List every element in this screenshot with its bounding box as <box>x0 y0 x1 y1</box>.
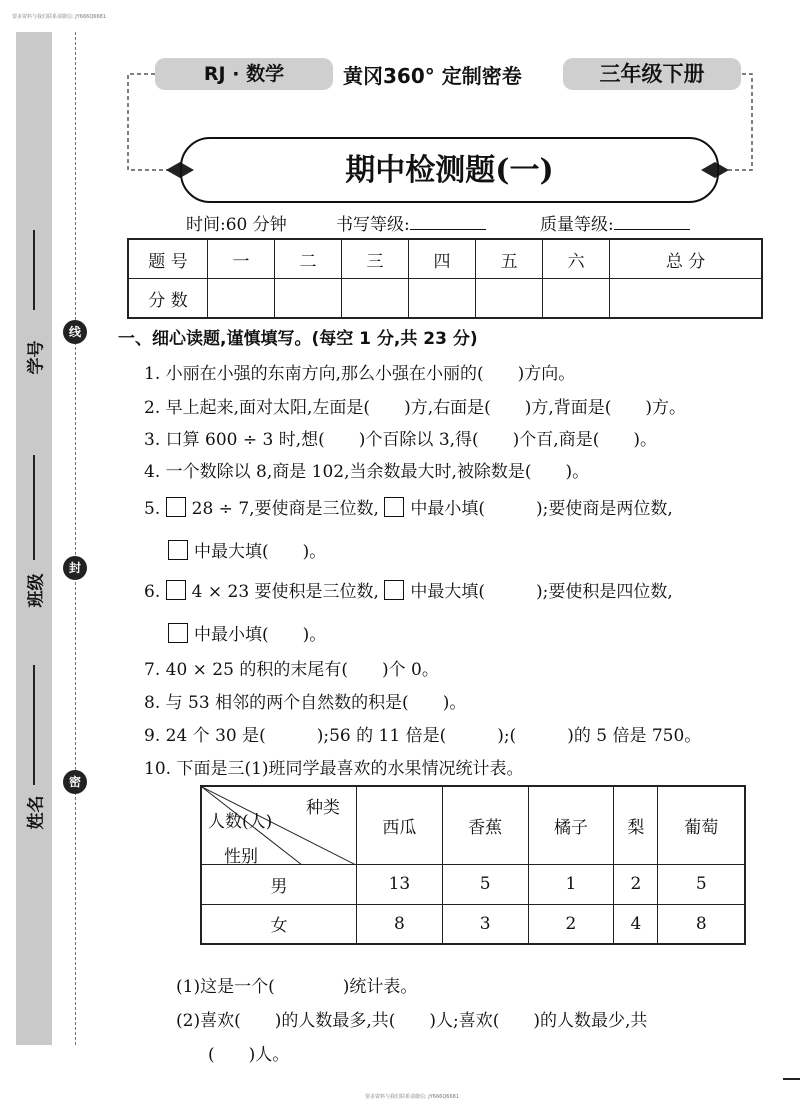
student-id-label: 学号 <box>26 340 47 375</box>
score-table <box>127 238 763 319</box>
watermark-bottom: 要多资料与我们联系请微信: JY666Q6681 <box>365 1094 460 1100</box>
brand-title: 黄冈360° 定制密卷 <box>343 64 522 88</box>
table-cell: 1 <box>528 864 614 904</box>
grade-tag: 三年级下册 <box>563 58 741 90</box>
question-5 <box>144 494 673 519</box>
question-8: 8. 与 53 相邻的两个自然数的积是( )。 <box>144 693 467 713</box>
row-label: 女 <box>201 904 357 944</box>
question-7: 7. 40 × 25 的积的末尾有( )个 0。 <box>144 660 439 680</box>
question-6 <box>144 577 673 602</box>
answer-box[interactable] <box>384 497 404 517</box>
table-cell: 4 <box>614 904 658 944</box>
q6-number: 6. <box>144 582 161 602</box>
seal-line-char: 线 <box>63 320 87 344</box>
class-label: 班级 <box>26 573 47 608</box>
writing-grade <box>336 210 486 235</box>
row-label: 男 <box>201 864 357 904</box>
fruit-col-header: 香蕉 <box>442 786 528 864</box>
score-cell[interactable] <box>409 279 476 319</box>
answer-box[interactable] <box>168 623 188 643</box>
q10-part-2: (2)喜欢( )的人数最多,共( )人;喜欢( )的人数最少,共 <box>176 1011 648 1031</box>
score-header-cell: 总 分 <box>610 239 762 279</box>
question-6-cont <box>168 620 326 645</box>
table-cell: 8 <box>357 904 443 944</box>
section-heading: 一、细心读题,谨慎填写。(每空 1 分,共 23 分) <box>118 329 478 349</box>
corner-bottom-label: 性别 <box>224 847 258 867</box>
q6-text-b: 中最大填( );要使积是四位数, <box>410 582 673 602</box>
question-5-cont <box>168 537 326 562</box>
score-cell[interactable] <box>610 279 762 319</box>
question-3: 3. 口算 600 ÷ 3 时,想( )个百除以 3,得( )个百,商是( )。 <box>144 430 657 450</box>
score-cell[interactable] <box>342 279 409 319</box>
fruit-col-header: 葡萄 <box>658 786 745 864</box>
score-cell[interactable] <box>476 279 543 319</box>
fruit-col-header: 梨 <box>614 786 658 864</box>
score-value-row <box>128 279 762 319</box>
score-header-cell: 三 <box>342 239 409 279</box>
score-header-cell: 题 号 <box>128 239 208 279</box>
table-row <box>201 904 745 944</box>
q5-text-a: 28 ÷ 7,要使商是三位数, <box>191 499 379 519</box>
table-cell: 2 <box>614 864 658 904</box>
question-4: 4. 一个数除以 8,商是 102,当余数最大时,被除数是( )。 <box>144 462 590 482</box>
score-cell[interactable] <box>275 279 342 319</box>
fruit-corner-cell <box>201 786 357 867</box>
table-cell: 2 <box>528 904 614 944</box>
writing-grade-blank[interactable] <box>410 213 486 230</box>
question-1: 1. 小丽在小强的东南方向,那么小强在小丽的( )方向。 <box>144 364 576 384</box>
table-cell: 3 <box>442 904 528 944</box>
name-line <box>33 665 35 785</box>
q10-part-1: (1)这是一个( )统计表。 <box>176 977 418 997</box>
score-header-cell: 五 <box>476 239 543 279</box>
corner-top-label: 种类 <box>306 798 340 818</box>
fruit-col-header: 西瓜 <box>357 786 443 864</box>
fruit-header-row <box>201 786 745 864</box>
fruit-col-header: 橘子 <box>528 786 614 864</box>
seal-secret-char: 密 <box>63 770 87 794</box>
score-cell[interactable] <box>543 279 610 319</box>
watermark-top: 要多资料与我们联系请微信: JY666Q6681 <box>12 14 107 20</box>
table-cell: 13 <box>357 864 443 904</box>
quality-grade-label: 质量等级: <box>540 215 614 235</box>
question-10: 10. 下面是三(1)班同学最喜欢的水果情况统计表。 <box>144 759 524 779</box>
q5-number: 5. <box>144 499 161 519</box>
seal-seal-char: 封 <box>63 556 87 580</box>
table-cell: 5 <box>442 864 528 904</box>
score-row-label: 分 数 <box>128 279 208 319</box>
score-header-cell: 四 <box>409 239 476 279</box>
table-row <box>201 864 745 904</box>
subject-tag: RJ · 数学 <box>155 58 333 90</box>
q10-part-2-cont: ( )人。 <box>208 1045 290 1065</box>
score-header-cell: 六 <box>543 239 610 279</box>
page-title: 期中检测题(一) <box>345 153 554 188</box>
page-edge-mark <box>783 1078 800 1080</box>
answer-box[interactable] <box>166 580 186 600</box>
quality-grade <box>540 210 690 235</box>
fruit-table <box>200 785 746 945</box>
question-9: 9. 24 个 30 是( );56 的 11 倍是( );( )的 5 倍是 750。 <box>144 726 702 746</box>
q5-text-b: 中最小填( );要使商是两位数, <box>410 499 673 519</box>
table-cell: 5 <box>658 864 745 904</box>
answer-box[interactable] <box>166 497 186 517</box>
student-id-line <box>33 230 35 310</box>
corner-mid-label: 人数(人) <box>208 812 273 832</box>
score-header-cell: 一 <box>208 239 275 279</box>
score-cell[interactable] <box>208 279 275 319</box>
table-cell: 8 <box>658 904 745 944</box>
question-2: 2. 早上起来,面对太阳,左面是( )方,右面是( )方,背面是( )方。 <box>144 398 687 418</box>
score-header-cell: 二 <box>275 239 342 279</box>
q6-text-a: 4 × 23 要使积是三位数, <box>191 582 379 602</box>
answer-box[interactable] <box>168 540 188 560</box>
quality-grade-blank[interactable] <box>614 213 690 230</box>
score-header-row <box>128 239 762 279</box>
name-label: 姓名 <box>26 795 47 830</box>
q6-text-c: 中最小填( )。 <box>194 625 327 645</box>
time-info: 时间:60 分钟 <box>186 215 287 235</box>
class-line <box>33 455 35 560</box>
writing-grade-label: 书写等级: <box>336 215 410 235</box>
answer-box[interactable] <box>384 580 404 600</box>
q5-text-c: 中最大填( )。 <box>194 542 327 562</box>
